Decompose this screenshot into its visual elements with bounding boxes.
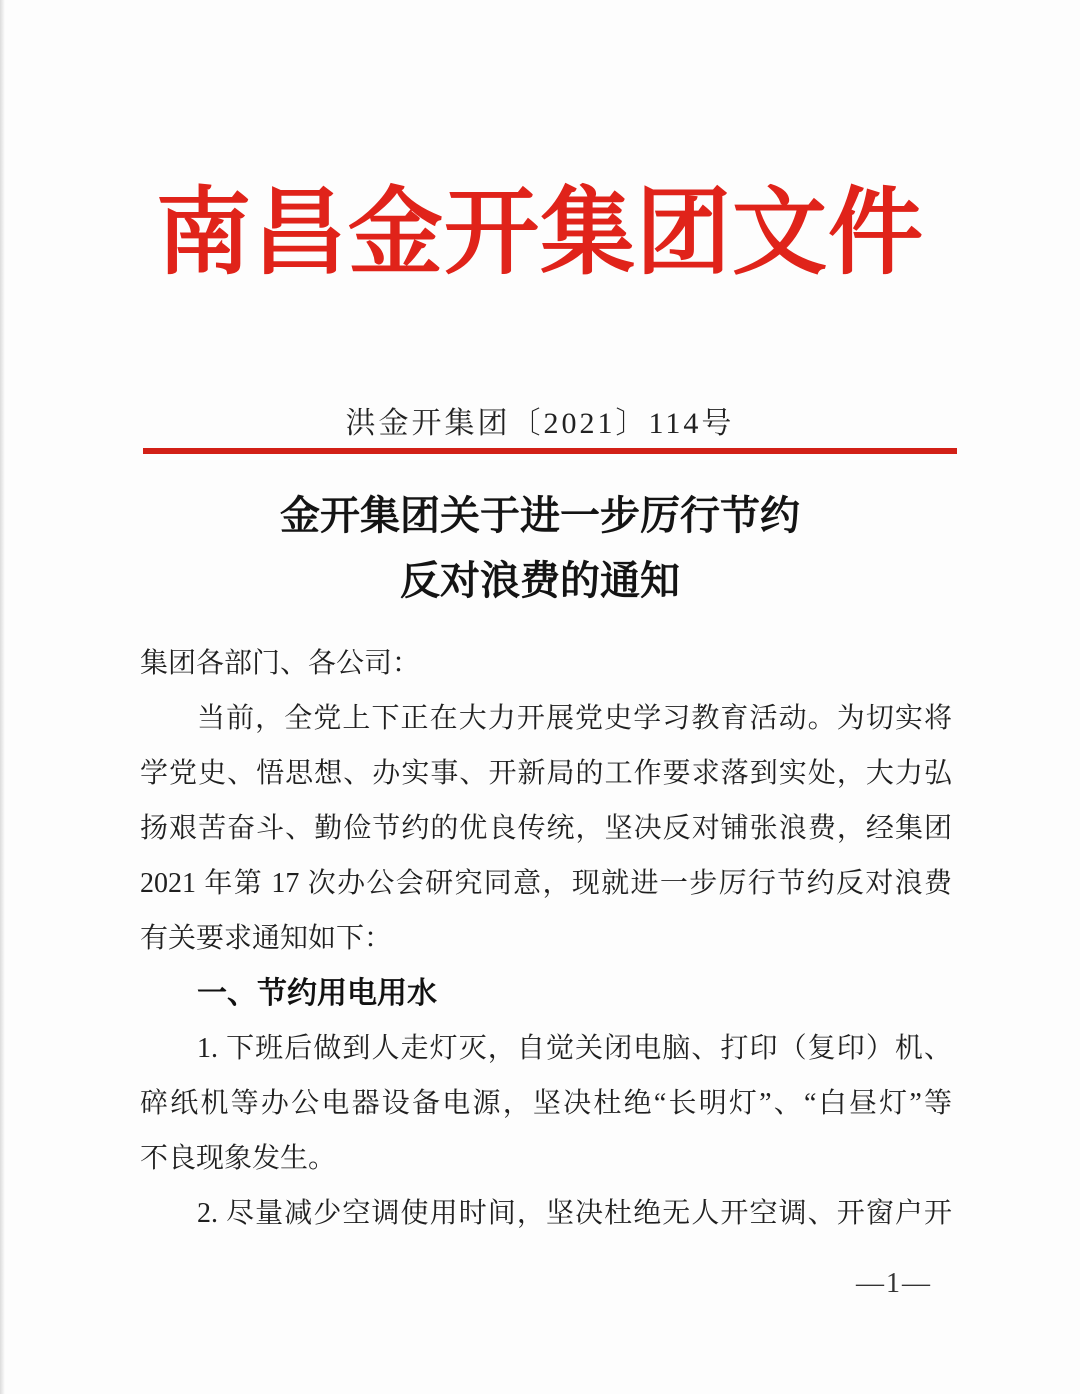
document-title-line1: 金开集团关于进一步厉行节约 [280, 494, 800, 538]
body-line: 碎纸机等办公电器设备电源，坚决杜绝“长明灯”、“白昼灯”等 [140, 1088, 952, 1119]
body-line: 有关要求通知如下： [140, 923, 393, 954]
body-line: 不良现象发生。 [140, 1143, 337, 1174]
document-title-line2: 反对浪费的通知 [400, 559, 680, 603]
red-divider-rule [143, 448, 957, 454]
document-title [0, 484, 1080, 614]
body-line: 1. 下班后做到人走灯灭，自觉关闭电脑、打印（复印）机、 [197, 1033, 952, 1064]
section-heading: 一、节约用电用水 [197, 977, 437, 1010]
body-line: 扬艰苦奋斗、勤俭节约的优良传统，坚决反对铺张浪费，经集团 [140, 813, 952, 844]
body-line: 当前，全党上下正在大力开展党史学习教育活动。为切实将 [197, 703, 952, 734]
doc-number: 洪金开集团〔2021〕114号 [345, 407, 735, 440]
document-body [140, 636, 952, 1241]
body-line: 2021 年第 17 次办公会研究同意，现就进一步厉行节约反对浪费 [140, 868, 952, 899]
banner-title: 南昌金开集团文件 [155, 180, 924, 286]
body-line: 集团各部门、各公司： [140, 648, 421, 679]
page-number: —1— [856, 1268, 932, 1299]
body-line: 2. 尽量减少空调使用时间，坚决杜绝无人开空调、开窗户开 [197, 1198, 952, 1229]
body-line: 学党史、悟思想、办实事、开新局的工作要求落到实处，大力弘 [140, 758, 952, 789]
